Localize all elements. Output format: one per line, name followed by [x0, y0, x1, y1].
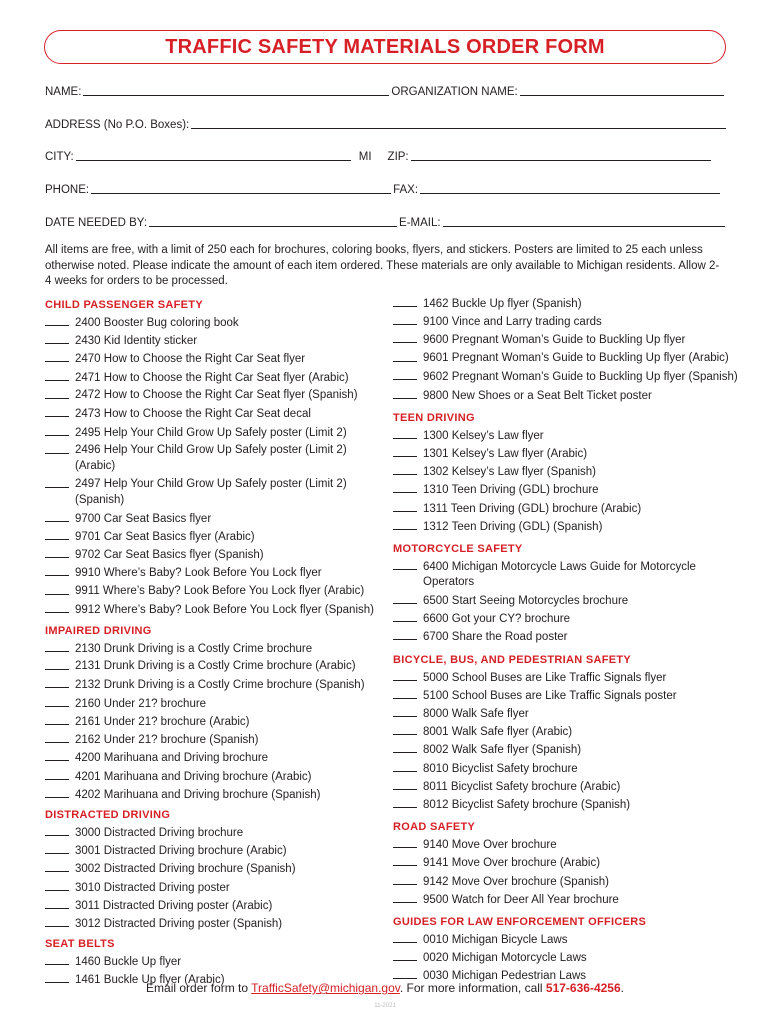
item-label: 9600 Pregnant Woman’s Guide to Buckling Up flyer: [423, 334, 686, 347]
quantity-blank[interactable]: [45, 786, 69, 798]
fax-field[interactable]: [420, 183, 720, 194]
order-section: [393, 913, 738, 986]
order-item: [393, 445, 738, 463]
zip-label: ZIP:: [387, 151, 409, 163]
item-label: 8010 Bicyclist Safety brochure: [423, 762, 578, 775]
order-item: [45, 442, 390, 476]
item-label: 8000 Walk Safe flyer: [423, 708, 529, 721]
name-field[interactable]: [83, 85, 389, 96]
quantity-blank[interactable]: [393, 705, 417, 717]
order-section: [45, 806, 390, 933]
phone-field[interactable]: [91, 183, 391, 194]
quantity-blank[interactable]: [45, 405, 69, 417]
quantity-blank[interactable]: [45, 658, 69, 670]
item-label: 3002 Distracted Driving brochure (Spanish): [75, 863, 296, 876]
email-field[interactable]: [443, 216, 725, 227]
order-item: [393, 295, 738, 313]
quantity-blank[interactable]: [45, 640, 69, 652]
order-item: [45, 824, 390, 842]
quantity-blank[interactable]: [45, 953, 69, 965]
address-field[interactable]: [191, 118, 726, 129]
quantity-blank[interactable]: [393, 313, 417, 325]
item-label: 2472 How to Choose the Right Car Seat flyer (Spanish): [75, 389, 358, 402]
order-item: [393, 313, 738, 331]
order-item: [393, 463, 738, 481]
item-label: 2473 How to Choose the Right Car Seat decal: [75, 408, 311, 421]
quantity-blank[interactable]: [45, 897, 69, 909]
intro-paragraph: All items are free, with a limit of 250 each for brochures, coloring books, flyers, and stickers. Posters are limited to 25 each unless otherwise noted. Please indicate the amount of each item ordered. These materials are only available to Michigan residents. Allow 2-4 weeks for orders to be processed.: [45, 244, 720, 287]
order-item: [393, 387, 738, 405]
item-label: 9100 Vince and Larry trading cards: [423, 316, 602, 329]
item-label: 5000 School Buses are Like Traffic Signals flyer: [423, 671, 667, 684]
order-item: [45, 510, 390, 528]
order-item: [393, 873, 738, 891]
item-label: 1302 Kelsey’s Law flyer (Spanish): [423, 466, 597, 479]
order-item: [393, 705, 738, 723]
quantity-blank[interactable]: [45, 387, 69, 399]
quantity-blank[interactable]: [393, 295, 417, 307]
item-label: 3001 Distracted Driving brochure (Arabic): [75, 845, 287, 858]
order-item: [393, 331, 738, 349]
item-label: 1310 Teen Driving (GDL) brochure: [423, 484, 599, 497]
quantity-blank[interactable]: [393, 445, 417, 457]
item-label: 2470 How to Choose the Right Car Seat flyer: [75, 353, 306, 366]
order-section: [393, 295, 738, 405]
quantity-blank[interactable]: [45, 564, 69, 576]
order-item: [45, 953, 390, 971]
item-label: 1311 Teen Driving (GDL) brochure (Arabic): [423, 502, 642, 515]
phone-field-row: [45, 183, 722, 196]
quantity-blank[interactable]: [45, 476, 69, 488]
quantity-blank[interactable]: [45, 314, 69, 326]
order-section: [393, 651, 738, 815]
quantity-blank[interactable]: [45, 768, 69, 780]
order-item: [45, 350, 390, 368]
order-item: [393, 687, 738, 705]
item-label: 2130 Drunk Driving is a Costly Crime brochure: [75, 642, 313, 655]
quantity-blank[interactable]: [393, 931, 417, 943]
quantity-blank[interactable]: [45, 369, 69, 381]
organization-field[interactable]: [520, 85, 724, 96]
order-item: [45, 583, 390, 602]
item-label: 4200 Marihuana and Driving brochure: [75, 752, 269, 765]
item-label: 3010 Distracted Driving poster: [75, 881, 230, 894]
item-label: 2495 Help Your Child Grow Up Safely poster (Limit 2): [75, 426, 347, 439]
address-label: ADDRESS (No P.O. Boxes):: [45, 119, 190, 131]
email-label: E-MAIL:: [399, 217, 441, 229]
quantity-blank[interactable]: [45, 860, 69, 872]
item-label: 8012 Bicyclist Safety brochure (Spanish): [423, 799, 631, 812]
quantity-blank[interactable]: [45, 842, 69, 854]
order-item: [45, 731, 390, 749]
item-label: 2471 How to Choose the Right Car Seat flyer (Arabic): [75, 371, 349, 384]
order-item: [393, 778, 738, 796]
quantity-blank[interactable]: [393, 854, 417, 866]
item-label: 9500 Watch for Deer All Year brochure: [423, 893, 619, 906]
order-item: [45, 879, 390, 897]
right-column: [393, 295, 738, 988]
item-label: 3012 Distracted Driving poster (Spanish): [75, 917, 283, 930]
order-item: [45, 387, 390, 406]
quantity-blank[interactable]: [45, 510, 69, 522]
quantity-blank[interactable]: [45, 879, 69, 891]
order-item: [393, 949, 738, 967]
order-item: [393, 558, 738, 592]
quantity-blank[interactable]: [45, 695, 69, 707]
quantity-blank[interactable]: [393, 350, 417, 362]
quantity-blank[interactable]: [393, 500, 417, 512]
address-field-row: [45, 118, 728, 131]
form-title: TRAFFIC SAFETY MATERIALS ORDER FORM: [165, 35, 605, 58]
item-label: 9601 Pregnant Woman’s Guide to Buckling Up flyer (Arabic): [423, 352, 729, 365]
order-item: [393, 796, 738, 814]
order-item: [393, 628, 738, 646]
quantity-blank[interactable]: [45, 424, 69, 436]
quantity-blank[interactable]: [393, 628, 417, 640]
order-item: [393, 368, 738, 387]
item-label: 9602 Pregnant Woman’s Guide to Buckling Up flyer (Spanish): [423, 370, 738, 383]
item-label: 8011 Bicyclist Safety brochure (Arabic): [423, 780, 621, 793]
quantity-blank[interactable]: [45, 749, 69, 761]
title-banner: [44, 30, 726, 64]
quantity-blank[interactable]: [45, 601, 69, 613]
quantity-blank[interactable]: [45, 546, 69, 558]
city-field-row: [45, 150, 713, 163]
zip-field[interactable]: [411, 150, 711, 161]
quantity-blank[interactable]: [45, 442, 69, 454]
order-item: [393, 891, 738, 909]
footer-middle: . For more information, call: [399, 981, 546, 995]
order-item: [45, 860, 390, 878]
footer: [0, 981, 770, 995]
quantity-blank[interactable]: [393, 463, 417, 475]
order-item: [45, 786, 390, 804]
order-item: [393, 723, 738, 741]
order-item: [45, 713, 390, 731]
order-item: [45, 424, 390, 442]
item-label: 5100 School Buses are Like Traffic Signals poster: [423, 689, 677, 702]
item-label: 9700 Car Seat Basics flyer: [75, 512, 212, 525]
section-heading: BICYCLE, BUS, AND PEDESTRIAN SAFETY: [393, 653, 632, 666]
phone-number: 517-636-4256: [545, 981, 621, 995]
item-label: 2496 Help Your Child Grow Up Safely poster (Limit 2) (Arabic): [75, 444, 347, 472]
order-item: [393, 854, 738, 872]
order-item: [45, 658, 390, 677]
date-field-row: [45, 216, 727, 229]
quantity-blank[interactable]: [393, 387, 417, 399]
quantity-blank[interactable]: [393, 331, 417, 343]
order-item: [393, 760, 738, 778]
item-label: 9142 Move Over brochure (Spanish): [423, 875, 610, 888]
order-item: [45, 601, 390, 620]
quantity-blank[interactable]: [393, 836, 417, 848]
item-label: 6600 Got your CY? brochure: [423, 613, 571, 626]
footer-prefix: Email order form to: [146, 981, 252, 995]
quantity-blank[interactable]: [393, 687, 417, 699]
item-label: 1461 Buckle Up flyer (Arabic): [75, 974, 225, 987]
quantity-blank[interactable]: [393, 669, 417, 681]
quantity-blank[interactable]: [45, 583, 69, 595]
order-item: [393, 931, 738, 949]
name-label: NAME:: [45, 86, 82, 98]
quantity-blank[interactable]: [45, 528, 69, 540]
quantity-blank[interactable]: [45, 332, 69, 344]
order-section: [45, 296, 390, 620]
section-heading: IMPAIRED DRIVING: [45, 624, 152, 637]
section-heading: SEAT BELTS: [45, 938, 115, 951]
order-item: [45, 564, 390, 582]
order-item: [393, 836, 738, 854]
quantity-blank[interactable]: [393, 427, 417, 439]
order-item: [45, 640, 390, 658]
item-label: 6400 Michigan Motorcycle Laws Guide for Motorcycle Operators: [423, 560, 696, 589]
order-item: [393, 592, 738, 610]
quantity-blank[interactable]: [393, 949, 417, 961]
order-section: [393, 540, 738, 647]
item-label: 9911 Where’s Baby? Look Before You Lock flyer (Arabic): [75, 585, 365, 598]
order-item: [45, 314, 390, 332]
organization-label: ORGANIZATION NAME:: [391, 86, 518, 98]
quantity-blank[interactable]: [393, 796, 417, 808]
order-item: [393, 518, 738, 536]
fax-label: FAX:: [393, 184, 419, 196]
section-heading: MOTORCYCLE SAFETY: [393, 543, 523, 556]
quantity-blank[interactable]: [393, 873, 417, 885]
item-label: 2161 Under 21? brochure (Arabic): [75, 715, 250, 728]
item-label: 2162 Under 21? brochure (Spanish): [75, 734, 259, 747]
item-label: 0030 Michigan Pedestrian Laws: [423, 970, 587, 983]
city-label: CITY:: [45, 151, 74, 163]
item-label: 2430 Kid Identity sticker: [75, 335, 198, 348]
order-item: [45, 332, 390, 350]
order-item: [45, 842, 390, 860]
order-item: [45, 897, 390, 915]
quantity-blank[interactable]: [45, 824, 69, 836]
order-item: [45, 676, 390, 695]
item-label: 6700 Share the Road poster: [423, 631, 568, 644]
quantity-blank[interactable]: [393, 368, 417, 380]
item-label: 3011 Distracted Driving poster (Arabic): [75, 899, 273, 912]
form-code: 11-2021: [374, 1003, 396, 1009]
section-heading: ROAD SAFETY: [393, 821, 476, 834]
order-item: [45, 749, 390, 767]
item-label: 6500 Start Seeing Motorcycles brochure: [423, 595, 629, 608]
item-label: 9702 Car Seat Basics flyer (Spanish): [75, 549, 264, 562]
city-field[interactable]: [76, 150, 351, 161]
quantity-blank[interactable]: [45, 713, 69, 725]
name-field-row: [45, 85, 726, 98]
quantity-blank[interactable]: [45, 350, 69, 362]
order-section: [45, 622, 390, 804]
section-heading: GUIDES FOR LAW ENFORCEMENT OFFICERS: [393, 916, 647, 929]
item-label: 4201 Marihuana and Driving brochure (Arabic): [75, 770, 312, 783]
quantity-blank[interactable]: [393, 778, 417, 790]
item-label: 2497 Help Your Child Grow Up Safely poster (Limit 2) (Spanish): [75, 478, 347, 506]
order-item: [45, 528, 390, 546]
order-section: [393, 409, 738, 536]
order-item: [45, 369, 390, 387]
item-label: 9140 Move Over brochure: [423, 839, 557, 852]
quantity-blank[interactable]: [393, 610, 417, 622]
footer-suffix: .: [620, 981, 624, 995]
order-item: [45, 476, 390, 510]
item-label: 1301 Kelsey’s Law flyer (Arabic): [423, 448, 588, 461]
item-label: 9912 Where’s Baby? Look Before You Lock flyer (Spanish): [75, 603, 374, 616]
item-label: 8001 Walk Safe flyer (Arabic): [423, 726, 573, 739]
item-label: 1460 Buckle Up flyer: [75, 956, 182, 969]
quantity-blank[interactable]: [393, 592, 417, 604]
item-label: 9701 Car Seat Basics flyer (Arabic): [75, 530, 255, 543]
phone-label: PHONE:: [45, 184, 90, 196]
item-label: 9910 Where’s Baby? Look Before You Lock flyer: [75, 567, 322, 580]
item-label: 4202 Marihuana and Driving brochure (Spanish): [75, 788, 321, 801]
item-label: 9141 Move Over brochure (Arabic): [423, 857, 601, 870]
quantity-blank[interactable]: [393, 967, 417, 979]
order-item: [45, 768, 390, 786]
order-section: [393, 818, 738, 909]
left-column: [45, 295, 390, 992]
quantity-blank[interactable]: [393, 760, 417, 772]
date-needed-field[interactable]: [149, 216, 397, 227]
item-label: 9800 New Shoes or a Seat Belt Ticket poster: [423, 389, 652, 402]
item-label: 0010 Michigan Bicycle Laws: [423, 934, 568, 947]
item-label: 1312 Teen Driving (GDL) (Spanish): [423, 520, 603, 533]
order-item: [393, 500, 738, 518]
item-label: 2160 Under 21? brochure: [75, 697, 207, 710]
state-label: MI: [358, 151, 372, 163]
section-heading: CHILD PASSENGER SAFETY: [45, 299, 203, 311]
order-item: [393, 350, 738, 369]
quantity-blank[interactable]: [45, 676, 69, 688]
quantity-blank[interactable]: [393, 518, 417, 530]
item-label: 1300 Kelsey’s Law flyer: [423, 429, 544, 442]
order-item: [393, 427, 738, 445]
quantity-blank[interactable]: [393, 891, 417, 903]
quantity-blank[interactable]: [45, 915, 69, 927]
order-item: [45, 546, 390, 564]
quantity-blank[interactable]: [45, 731, 69, 743]
quantity-blank[interactable]: [393, 481, 417, 493]
order-item: [393, 610, 738, 628]
item-label: 0020 Michigan Motorcycle Laws: [423, 952, 587, 965]
order-item: [393, 741, 738, 759]
quantity-blank[interactable]: [393, 723, 417, 735]
quantity-blank[interactable]: [393, 558, 417, 570]
item-label: 2131 Drunk Driving is a Costly Crime brochure (Arabic): [75, 660, 356, 673]
item-label: 3000 Distracted Driving brochure: [75, 826, 244, 839]
order-item: [45, 405, 390, 423]
email-link[interactable]: TrafficSafety@michigan.gov: [251, 981, 400, 995]
item-label: 1462 Buckle Up flyer (Spanish): [423, 298, 582, 310]
section-heading: TEEN DRIVING: [393, 411, 475, 424]
item-label: 2400 Booster Bug coloring book: [75, 317, 239, 329]
date-needed-label: DATE NEEDED BY:: [45, 217, 148, 229]
section-heading: DISTRACTED DRIVING: [45, 808, 171, 821]
order-item: [45, 695, 390, 713]
order-item: [393, 481, 738, 499]
order-item: [45, 915, 390, 933]
item-label: 2132 Drunk Driving is a Costly Crime brochure (Spanish): [75, 678, 365, 691]
order-item: [393, 669, 738, 687]
item-label: 8002 Walk Safe flyer (Spanish): [423, 744, 582, 757]
quantity-blank[interactable]: [393, 741, 417, 753]
